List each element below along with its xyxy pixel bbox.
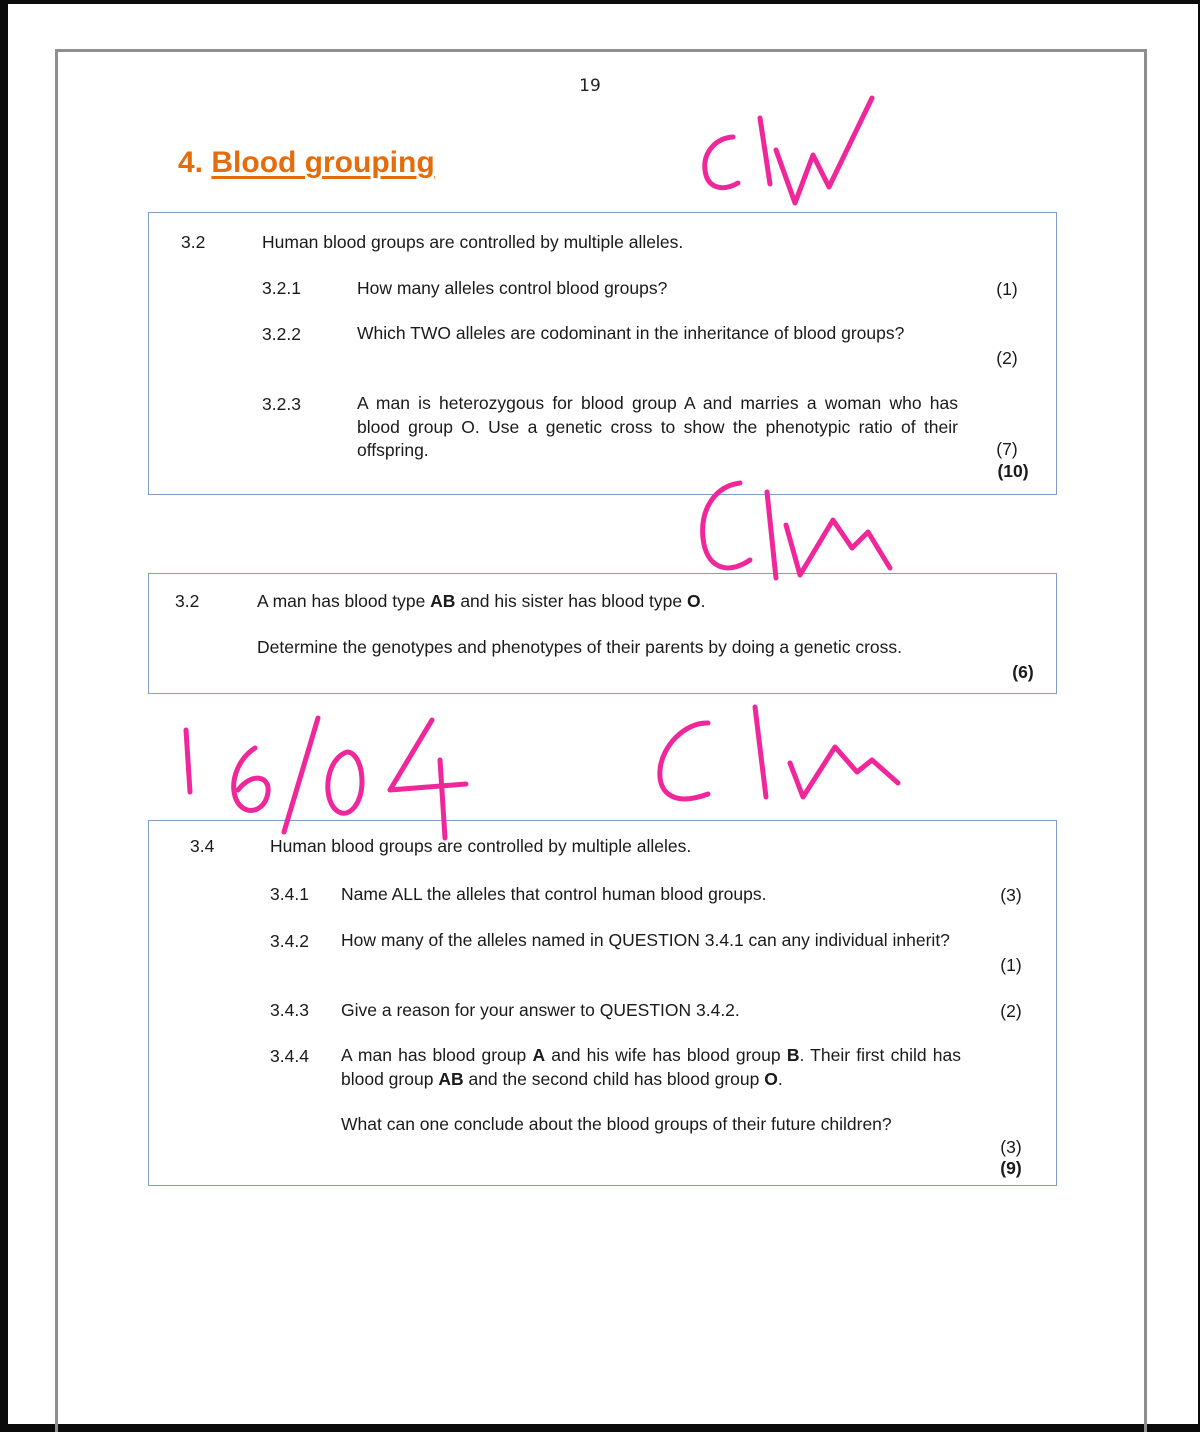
question-total-mark: (10) bbox=[997, 461, 1029, 481]
subquestion-number: 3.4.3 bbox=[270, 1000, 309, 1020]
text-run: . bbox=[777, 1068, 783, 1089]
subquestion-number: 3.2.2 bbox=[262, 324, 301, 344]
blood-group-b: B bbox=[786, 1045, 800, 1065]
subquestion-mark: (7) bbox=[996, 439, 1018, 459]
subquestion-text: A man is heterozygous for blood group A and marries a woman who has blood group O. Use a genetic cross to show the phenotypic ratio of their offspring. bbox=[357, 393, 958, 460]
subquestion-mark: (1) bbox=[1000, 955, 1022, 975]
question-stem: Human blood groups are controlled by multiple alleles. bbox=[262, 232, 684, 252]
subquestion-text: Name ALL the alleles that control human blood groups. bbox=[341, 884, 767, 904]
blood-type-o: O bbox=[686, 591, 701, 611]
subquestion-text: How many alleles control blood groups? bbox=[357, 278, 668, 298]
subquestion-number: 3.4.1 bbox=[270, 884, 309, 904]
text-run: and the second child has blood group bbox=[463, 1068, 765, 1089]
subquestion-mark: (3) bbox=[1000, 1137, 1022, 1157]
section-number: 4. bbox=[178, 146, 204, 179]
question-instruction: Determine the genotypes and phenotypes of their parents by doing a genetic cross. bbox=[257, 637, 902, 657]
question-mark: (6) bbox=[1012, 662, 1034, 682]
subquestion-text: How many of the alleles named in QUESTION 3.4.1 can any individual inherit? bbox=[341, 930, 950, 950]
subquestion-number: 3.4.2 bbox=[270, 931, 309, 951]
question-total-mark: (9) bbox=[1000, 1158, 1022, 1178]
subquestion-mark: (3) bbox=[1000, 885, 1022, 905]
subquestion-follow-up: What can one conclude about the blood groups of their future children? bbox=[341, 1114, 892, 1134]
question-number: 3.2 bbox=[181, 232, 206, 252]
question-number: 3.4 bbox=[190, 836, 215, 856]
question-stem: Human blood groups are controlled by multiple alleles. bbox=[270, 836, 692, 856]
text-run: and his wife has blood group bbox=[545, 1045, 787, 1065]
subquestion-number: 3.2.3 bbox=[262, 394, 301, 414]
blood-group-a: A bbox=[532, 1045, 546, 1065]
blood-group-o: O bbox=[764, 1068, 778, 1089]
subquestion-number: 3.2.1 bbox=[262, 278, 301, 298]
blood-type-ab: AB bbox=[430, 591, 456, 611]
statement-text: and his sister has blood type bbox=[455, 591, 687, 611]
subquestion-number: 3.4.4 bbox=[270, 1046, 309, 1066]
blood-group-ab: AB bbox=[438, 1068, 464, 1089]
subquestion-mark: (1) bbox=[996, 279, 1018, 299]
question-statement bbox=[257, 589, 705, 613]
text-run: A man has blood group bbox=[341, 1045, 533, 1065]
subquestion-text: Which TWO alleles are codominant in the inheritance of blood groups? bbox=[357, 323, 905, 343]
subquestion-mark: (2) bbox=[996, 348, 1018, 368]
subquestion-text bbox=[341, 1044, 961, 1091]
statement-text: A man has blood type bbox=[257, 591, 431, 611]
text-run: . Their first child has blood group bbox=[341, 1045, 961, 1089]
statement-text: . bbox=[700, 591, 706, 611]
question-number: 3.2 bbox=[175, 591, 200, 611]
page-number: 19 bbox=[579, 76, 601, 96]
subquestion-text: Give a reason for your answer to QUESTION 3.4.2. bbox=[341, 1000, 740, 1020]
subquestion-mark: (2) bbox=[1000, 1001, 1022, 1021]
section-heading bbox=[178, 146, 435, 180]
section-title: Blood grouping bbox=[211, 146, 435, 179]
